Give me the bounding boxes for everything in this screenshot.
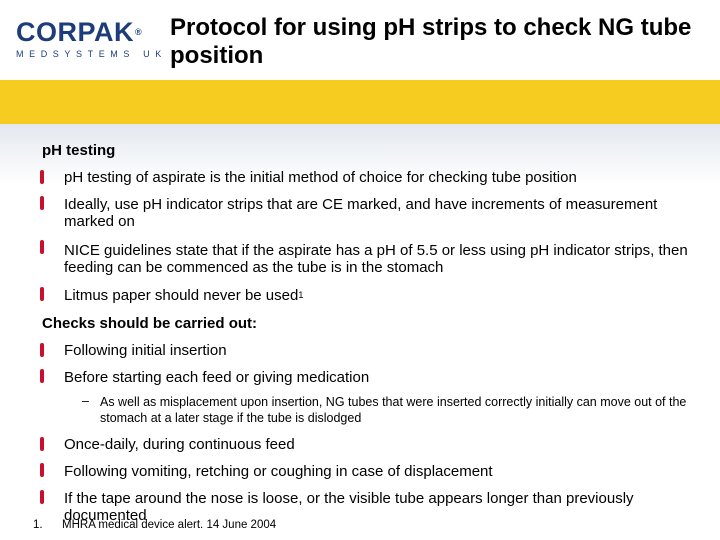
list-item: pH testing of aspirate is the initial method of choice for checking tube position — [64, 169, 577, 186]
section-heading-ph-testing: pH testing — [42, 142, 116, 159]
footnote-reference: 1 — [298, 290, 304, 300]
litmus-text: Litmus paper should never be used — [64, 287, 299, 304]
slide-title: Protocol for using pH strips to check NG tube position — [170, 14, 692, 69]
footnote-number: 1. — [33, 519, 43, 531]
section-heading-checks: Checks should be carried out: — [42, 315, 258, 332]
bullet-icon — [40, 196, 44, 210]
list-item: Before starting each feed or giving medication — [64, 369, 370, 386]
list-item: Following initial insertion — [64, 342, 227, 359]
footnote-text: MHRA medical device alert. 14 June 2004 — [62, 519, 277, 531]
list-item: Ideally, use pH indicator strips that are CE marked, and have increments of measurement marked on — [64, 196, 658, 230]
logo-trademark: ® — [135, 27, 143, 37]
logo-subtitle: MEDSYSTEMS UK — [16, 49, 167, 59]
list-item-litmus — [64, 287, 704, 304]
bullet-icon — [40, 463, 44, 477]
bullet-icon — [40, 240, 44, 254]
bullet-icon — [40, 437, 44, 451]
sub-bullet-dash: – — [82, 394, 89, 408]
bullet-icon — [40, 287, 44, 301]
list-item: Following vomiting, retching or coughing in case of displacement — [64, 463, 493, 480]
list-item: Once-daily, during continuous feed — [64, 436, 295, 453]
sub-list-item: As well as misplacement upon insertion, NG tubes that were inserted correctly initially can move out of the stomach at a later stage if the tube is dislodged — [100, 395, 687, 425]
bullet-icon — [40, 170, 44, 184]
list-item: NICE guidelines state that if the aspirate has a pH of 5.5 or less using pH indicator strips, then feeding can be commenced as the tube is in the stomach — [64, 242, 688, 276]
bullet-icon — [40, 490, 44, 504]
logo-wordmark: CORPAK — [16, 17, 135, 47]
list-item: If the tape around the nose is loose, or the visible tube appears longer than previously documented — [64, 490, 634, 524]
bullet-icon — [40, 369, 44, 383]
bullet-icon — [40, 343, 44, 357]
